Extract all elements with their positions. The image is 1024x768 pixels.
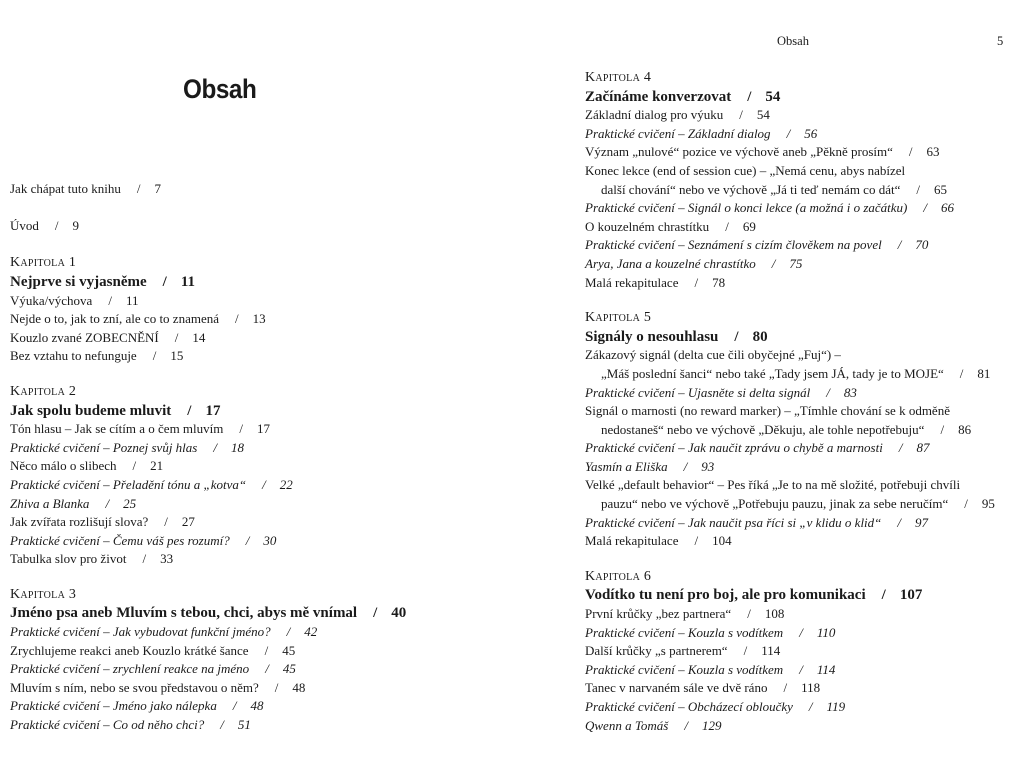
toc-entry-title: Praktické cvičení – Jméno jako nálepka [10, 698, 217, 714]
toc-entry[interactable] [585, 642, 1024, 661]
toc-entry-title: Arya, Jana a kouzelné chrastítko [585, 255, 756, 271]
toc-entry-page: 54 [756, 107, 770, 123]
chapter-label: Kapitola 4 [585, 70, 652, 85]
toc-entry-title: První krůčky „bez partnera“ [585, 606, 732, 622]
toc-entry[interactable] [585, 679, 1024, 698]
toc-entry-title: Praktické cvičení – Co od něho chci? [10, 717, 205, 733]
separator: / [734, 328, 739, 345]
toc-entry-page: 51 [237, 717, 251, 733]
toc-entry-title: Praktické cvičení – Základní dialog [585, 125, 771, 141]
toc-entry-title: Tanec v narvaném sále ve dvě ráno [585, 680, 768, 696]
toc-entry-title: Kouzlo zvané ZOBECNĚNÍ [10, 329, 159, 345]
chapter-page: 11 [180, 273, 195, 290]
toc-entry-page: 22 [279, 476, 293, 492]
toc-entry-continuation[interactable] [585, 365, 1024, 384]
toc-entry-page: 129 [701, 717, 722, 733]
running-header: Obsah [777, 34, 809, 48]
toc-entry[interactable] [585, 255, 1024, 274]
chapter-page: 40 [391, 605, 407, 622]
toc-entry[interactable] [585, 532, 1024, 551]
chapter-label: Kapitola 6 [585, 568, 652, 584]
toc-entry-page: 97 [915, 514, 929, 530]
toc-entry-page: 78 [712, 274, 726, 290]
separator: / [162, 273, 167, 290]
chapter-section [585, 69, 1024, 292]
separator: / [239, 421, 244, 437]
separator: / [898, 440, 903, 456]
toc-entry[interactable] [585, 476, 1024, 495]
chapter-heading[interactable] [10, 402, 450, 421]
separator: / [274, 679, 279, 695]
toc-entry[interactable] [10, 420, 450, 439]
separator: / [786, 125, 791, 141]
toc-entry-page: 25 [123, 495, 137, 511]
toc-entry[interactable] [585, 236, 1024, 255]
chapter-title: Vodítko tu není pro boj, ale pro komunikaci [585, 587, 866, 604]
separator: / [132, 458, 137, 474]
toc-entry-page: 14 [192, 329, 206, 345]
toc-entry-title: Malá rekapitulace [585, 533, 679, 549]
toc-entry-page: 56 [804, 125, 818, 141]
chapter-page: 54 [765, 88, 781, 105]
toc-entry-title: Výuka/výchova [10, 292, 93, 308]
toc-entry-title: Nejde o to, jak to zní, ale co to znamená [10, 311, 220, 327]
toc-entry[interactable] [10, 439, 450, 458]
separator: / [286, 624, 291, 640]
toc-left-column [10, 180, 450, 752]
toc-entry[interactable] [10, 716, 450, 735]
chapter-page: 107 [899, 587, 923, 604]
toc-entry[interactable] [10, 476, 450, 495]
chapter-label: Kapitola 5 [585, 310, 652, 326]
separator: / [152, 348, 157, 364]
toc-entry-page: 30 [263, 532, 277, 548]
toc-entry-title-cont: nedostaneš“ nebo ve výchově „Děkuju, ale tohle nepotřebuju“ [601, 421, 925, 437]
separator: / [747, 606, 751, 622]
separator: / [136, 181, 141, 196]
separator: / [684, 717, 688, 733]
toc-entry-title: Konec lekce (end of session cue) – „Nemá cenu, abys nabízel [585, 162, 906, 178]
toc-entry-page: 7 [154, 181, 161, 196]
toc-entry-continuation[interactable] [585, 495, 1024, 514]
separator: / [265, 661, 269, 677]
toc-entry-page: 81 [977, 365, 991, 381]
toc-entry[interactable] [585, 605, 1024, 624]
separator: / [694, 533, 699, 549]
toc-entry[interactable] [585, 624, 1024, 643]
toc-entry-title-cont: pauzu“ nebo ve výchově „Potřebuju pauzu, jinak za sebe neručím“ [601, 496, 949, 512]
toc-entry[interactable] [10, 513, 450, 532]
toc-entry[interactable] [10, 532, 450, 551]
toc-entry[interactable] [10, 180, 450, 199]
toc-entry[interactable] [10, 310, 450, 329]
toc-entry-title: Praktické cvičení – Čemu váš pes rozumí? [10, 532, 230, 548]
separator: / [683, 458, 688, 474]
separator: / [799, 624, 803, 640]
separator: / [187, 402, 192, 419]
toc-entry-page: 93 [701, 458, 715, 474]
toc-entry-page: 108 [764, 606, 785, 622]
toc-entry-title: Praktické cvičení – Jak naučit psa říci si „v klidu o klid“ [585, 514, 882, 530]
toc-entry[interactable] [585, 661, 1024, 680]
separator: / [725, 218, 729, 234]
toc-entry-title: Praktické cvičení – Přeladění tónu a „kotva“ [10, 476, 247, 492]
chapter-section [10, 586, 450, 735]
toc-entry-page: 18 [230, 439, 244, 455]
toc-entry-title: Praktické cvičení – Seznámení s cizím člověkem na povel [585, 237, 882, 253]
toc-entry-title: Praktické cvičení – Kouzla s vodítkem [585, 624, 784, 640]
toc-entry[interactable] [585, 717, 1024, 736]
separator: / [808, 699, 813, 714]
separator: / [959, 365, 964, 381]
chapter-title: Signály o nesouhlasu [585, 328, 719, 345]
separator: / [881, 587, 886, 604]
toc-entry-title: Něco málo o slibech [10, 458, 117, 474]
toc-entry-title: Jak zvířata rozlišují slova? [10, 514, 149, 530]
separator: / [826, 384, 830, 400]
separator: / [220, 717, 224, 733]
toc-entry[interactable] [10, 329, 450, 348]
separator: / [747, 88, 752, 105]
toc-entry-title: Signál o marnosti (no reward marker) – „Tímhle chování se k odměně [585, 403, 950, 419]
toc-entry-page: 114 [761, 643, 781, 659]
chapter-title: Nejprve si vyjasněme [10, 273, 147, 290]
toc-entry-page: 75 [789, 255, 803, 271]
toc-entry-page: 45 [282, 661, 296, 677]
separator: / [739, 107, 743, 123]
separator: / [897, 237, 902, 253]
separator: / [245, 532, 250, 548]
toc-entry-title-cont: další chování“ nebo ve výchově „Já ti teď nemám co dát“ [601, 181, 901, 197]
chapter-heading[interactable] [585, 586, 1024, 605]
toc-entry-page: 42 [304, 624, 318, 640]
chapter-label: Kapitola 1 [10, 255, 77, 271]
toc-entry-continuation[interactable] [585, 421, 1024, 440]
toc-entry[interactable] [585, 274, 1024, 293]
toc-entry[interactable] [10, 660, 450, 679]
toc-entry-title: Praktické cvičení – Poznej svůj hlas [10, 439, 198, 455]
separator: / [799, 661, 803, 677]
toc-entry[interactable] [585, 458, 1024, 477]
toc-entry-title: Velké „default behavior“ – Pes říká „Je to na mě složité, potřebuji chvíli [585, 477, 961, 493]
toc-entry-title: Praktické cvičení – Jak vybudovat funkční jméno? [10, 624, 271, 640]
toc-entry-title: Zákazový signál (delta cue čili obyčejné „Fuj“) – [585, 347, 841, 363]
chapter-title: Jméno psa aneb Mluvím s tebou, chci, abys mě vnímal [10, 605, 358, 622]
separator: / [105, 495, 110, 511]
toc-entry-title: Mluvím s ním, nebo se svou představou o něm? [10, 679, 259, 695]
separator: / [771, 255, 776, 271]
intro-section [10, 217, 450, 236]
chapter-section [585, 309, 1024, 551]
toc-entry-title: Praktické cvičení – Jak naučit zprávu o chybě a marnosti [585, 440, 883, 456]
toc-entry[interactable] [585, 106, 1024, 125]
toc-entry[interactable] [585, 346, 1024, 365]
toc-entry-page: 21 [150, 458, 164, 474]
chapter-section [10, 254, 450, 366]
toc-entry-page: 114 [816, 661, 836, 677]
toc-entry-page: 104 [712, 533, 732, 549]
separator: / [783, 680, 788, 696]
separator: / [54, 218, 59, 234]
separator: / [940, 421, 945, 437]
toc-entry-page: 11 [125, 292, 139, 308]
toc-entry-title: Praktické cvičení – zrychlení reakce na jméno [10, 661, 250, 677]
separator: / [164, 514, 168, 530]
toc-entry-page: 33 [160, 551, 174, 567]
toc-entry-title: Základní dialog pro výuku [585, 107, 724, 123]
toc-entry-page: 83 [843, 384, 857, 400]
chapter-label: Kapitola 3 [10, 586, 77, 602]
separator: / [964, 496, 968, 512]
toc-entry-title: Malá rekapitulace [585, 274, 679, 290]
toc-entry[interactable] [10, 495, 450, 514]
toc-entry[interactable] [10, 457, 450, 476]
separator: / [262, 476, 266, 492]
toc-entry-title: Praktické cvičení – Obcházecí obloučky [585, 699, 793, 714]
separator: / [694, 274, 699, 290]
chapter-heading[interactable] [10, 604, 450, 623]
toc-entry[interactable] [585, 162, 1024, 181]
page-number: 5 [997, 34, 1004, 48]
toc-entry[interactable] [10, 347, 450, 366]
toc-entry-page: 63 [926, 144, 940, 160]
toc-entry-title: Praktické cvičení – Kouzla s vodítkem [585, 661, 784, 677]
toc-entry-title: O kouzelném chrastítku [585, 218, 710, 234]
separator: / [908, 144, 913, 160]
separator: / [897, 514, 902, 530]
chapter-heading[interactable] [10, 273, 450, 292]
chapter-label: Kapitola 2 [10, 383, 77, 399]
toc-entry-title: Tón hlasu – Jak se cítím a o čem mluvím [10, 421, 224, 437]
toc-entry[interactable] [585, 384, 1024, 403]
separator: / [235, 311, 239, 327]
toc-entry[interactable] [10, 217, 450, 236]
toc-entry[interactable] [585, 698, 1024, 717]
toc-entry-page: 48 [250, 698, 264, 714]
toc-entry[interactable] [10, 550, 450, 569]
separator: / [923, 200, 927, 216]
toc-entry[interactable] [10, 697, 450, 716]
toc-entry-page: 95 [981, 496, 995, 512]
toc-entry-page: 66 [940, 200, 954, 216]
chapter-heading[interactable] [585, 328, 1024, 347]
separator: / [174, 329, 179, 345]
toc-entry[interactable] [585, 218, 1024, 237]
toc-entry-page: 27 [181, 514, 195, 530]
toc-entry[interactable] [10, 679, 450, 698]
toc-entry-title: Zrychlujeme reakci aneb Kouzlo krátké šance [10, 642, 249, 658]
separator: / [142, 551, 147, 567]
toc-entry-title: Význam „nulové“ pozice ve výchově aneb „Pěkně prosím“ [585, 144, 893, 160]
toc-entry-page: 45 [282, 642, 296, 658]
page-title: Obsah [183, 74, 257, 104]
toc-entry-continuation[interactable] [585, 181, 1024, 200]
toc-entry[interactable] [10, 642, 450, 661]
toc-entry-page: 65 [933, 181, 947, 197]
toc-entry-page: 118 [801, 680, 821, 696]
toc-entry-title: Další krůčky „s partnerem“ [585, 643, 728, 659]
toc-entry-page: 48 [292, 679, 306, 695]
toc-entry[interactable] [585, 402, 1024, 421]
toc-entry-title: Tabulka slov pro život [10, 551, 127, 567]
toc-entry[interactable] [585, 199, 1024, 218]
toc-entry-page: 119 [826, 699, 846, 714]
toc-entry-page: 87 [916, 440, 930, 456]
chapter-title: Začínáme konverzovat [585, 88, 732, 105]
toc-entry[interactable] [585, 143, 1024, 162]
toc-entry[interactable] [585, 439, 1024, 458]
separator: / [213, 439, 217, 455]
toc-entry-page: 86 [958, 421, 972, 437]
separator: / [743, 643, 748, 659]
toc-entry-page: 13 [252, 311, 266, 327]
chapter-title: Jak spolu budeme mluvit [10, 402, 172, 419]
toc-entry-page: 17 [257, 421, 271, 437]
toc-entry-title: Jak chápat tuto knihu [10, 181, 121, 196]
toc-entry[interactable] [10, 292, 450, 311]
toc-entry[interactable] [10, 623, 450, 642]
separator: / [264, 642, 269, 658]
separator: / [916, 181, 920, 197]
chapter-heading[interactable] [585, 88, 1024, 107]
intro-section [10, 180, 450, 199]
separator: / [232, 698, 237, 714]
separator: / [108, 292, 112, 308]
toc-entry-title: Úvod [10, 218, 39, 234]
toc-entry-title-cont: „Máš poslední šanci“ nebo také „Tady jsem JÁ, tady je to MOJE“ [601, 365, 944, 381]
toc-entry-page: 69 [742, 218, 756, 234]
chapter-section [585, 568, 1024, 735]
toc-entry-page: 110 [816, 624, 836, 640]
toc-entry-page: 70 [915, 237, 929, 253]
separator: / [373, 605, 378, 622]
toc-entry-title: Zhiva a Blanka [10, 495, 90, 511]
toc-entry-title: Yasmín a Eliška [585, 458, 668, 474]
chapter-page: 17 [205, 402, 221, 419]
toc-entry-page: 15 [170, 348, 184, 364]
toc-entry-title: Bez vztahu to nefunguje [10, 348, 137, 364]
toc-entry[interactable] [585, 125, 1024, 144]
toc-entry-title: Qwenn a Tomáš [585, 717, 669, 733]
toc-entry-title: Praktické cvičení – Signál o konci lekce (a možná i o začátku) [585, 200, 908, 216]
chapter-page: 80 [752, 328, 768, 345]
toc-entry[interactable] [585, 514, 1024, 533]
toc-entry-title: Praktické cvičení – Ujasněte si delta signál [585, 384, 811, 400]
toc-right-column [585, 69, 1024, 752]
toc-entry-page: 9 [72, 218, 80, 234]
chapter-section [10, 383, 450, 569]
